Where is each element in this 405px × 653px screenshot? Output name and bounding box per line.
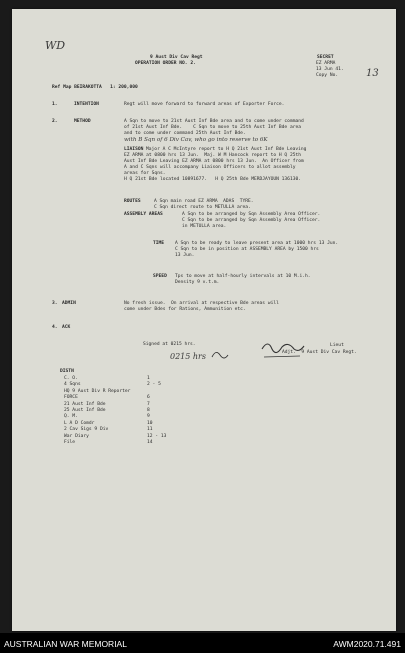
time-line: A Sqn to be ready to leave present area at 1000 hrs 13 Jun.	[175, 241, 339, 246]
method-line: A Sqn to move to 21st Aust Inf Bde area and to come under command	[124, 119, 304, 124]
signature-rank: Lieut	[330, 343, 344, 348]
signed-time-handwritten: 0215 hrs	[170, 352, 206, 361]
liaison-line: A and C Sqns will accompany Liaison Officers to allot assembly	[124, 165, 296, 170]
para-2-number: 2.	[52, 119, 58, 124]
liaison-line: Major A C McIntyre report to H Q 21st Aust Inf Bde Leaving	[146, 147, 307, 152]
admin-line: come under Bdes for Rations, Ammunition etc.	[124, 307, 246, 312]
order-title: OPERATION ORDER NO. 2.	[135, 61, 196, 66]
para-4-number: 4.	[52, 325, 58, 330]
routes-line: A Sqn main road EZ ARMA ADAS TYRE.	[154, 199, 254, 204]
distribution-copy-number: 12 - 13	[147, 433, 167, 439]
footer-bar	[0, 633, 405, 653]
distribution-recipient: 2 Cav Sigs 9 Div	[64, 427, 109, 433]
liaison-line: areas for Sqns.	[124, 171, 166, 176]
footer-credit: AUSTRALIAN WAR MEMORIAL	[4, 639, 127, 649]
corner-handwritten-mark: WD	[45, 39, 66, 52]
assembly-line: C Sqn to be arranged by Sqn Assembly Area Officer.	[182, 218, 321, 223]
para-1-number: 1.	[52, 102, 58, 107]
intention-text: Regt will move forward to forward areas of Exporter Force.	[124, 102, 285, 107]
speed-line: Density 9 v.t.m.	[175, 280, 220, 285]
ref-map: Ref Map BEIRAKOTTA 1: 200,000	[52, 85, 138, 90]
distribution-recipient: FORCE	[64, 395, 78, 401]
liaison-heading: LIAISON	[124, 147, 144, 152]
routes-line: C Sqn direct route to METULLA area.	[154, 205, 251, 210]
distribution-copy-number: 11	[147, 427, 153, 433]
time-line: C Sqn to be in position at ASSEMBLY AREA by 1500 hrs	[175, 247, 319, 252]
distribution-recipient: HQ 9 Aust Div R Reporter	[64, 388, 131, 394]
distribution-recipient: 21 Aust Inf Bde	[64, 401, 106, 407]
speed-heading: SPEED	[153, 274, 167, 279]
liaison-line: H Q 21st Bde located 10891677. H Q 25th Bde MERDJAYOUN 136130.	[124, 177, 302, 182]
copy-number-handwritten: 13	[366, 68, 379, 79]
secret-label: SECRET	[317, 55, 334, 60]
liaison-line: Aust Inf Bde Leaving EZ ARMA at 0800 hrs 13 Jun. An Officer from	[124, 159, 304, 164]
assembly-line: in METULLA area.	[182, 224, 227, 229]
liaison-line: EZ ARMA at 0800 hrs 13 Jun. Maj. W M Hancock report to H Q 25th	[124, 153, 302, 158]
distribution-recipient: War Diary	[64, 433, 89, 439]
signature-unit: Adjt. 9 Aust Div Cav Regt.	[282, 350, 357, 355]
distribution-copy-number: 14	[147, 440, 153, 445]
distribution-copy-number: 10	[147, 420, 153, 426]
time-line: 13 Jun.	[175, 253, 195, 258]
distribution-recipient: 25 Aust Inf Bde	[64, 408, 106, 413]
distribution-copy-number: 9	[147, 414, 150, 420]
distribution-copy-number: 8	[147, 408, 150, 413]
assembly-heading: ASSEMBLY AREAS	[124, 212, 163, 217]
signature-scrawl	[12, 9, 396, 409]
signed-at: Signed at 0215 hrs.	[143, 342, 196, 347]
distribution-recipient: L A D Comdr	[64, 420, 95, 426]
method-line: and to come under command 25th Aust Inf Bde.	[124, 131, 246, 136]
copy-label: Copy No.	[316, 73, 339, 78]
document-page	[12, 9, 396, 631]
speed-line: Tps to move at half-hourly intervals at 10 M.i.h.	[175, 274, 311, 279]
distribution-copy-number: 1	[147, 376, 150, 381]
admin-heading: ADMIN	[62, 301, 76, 306]
para-3-number: 3.	[52, 301, 58, 306]
time-heading: TIME	[153, 241, 165, 246]
routes-heading: ROUTES	[124, 199, 141, 204]
distribution-heading: DISTN	[60, 369, 74, 374]
unit-name: 9 Aust Div Cav Regt	[150, 55, 203, 60]
distribution-copy-number: 7	[147, 401, 150, 407]
distribution-recipient: Q. M.	[64, 414, 78, 420]
place-label: EZ ARMA	[316, 61, 336, 66]
handwritten-insert: with B Sqn of 6 Div Cav, who go into reserve to 6K	[124, 137, 268, 143]
intention-heading: INTENTION	[74, 102, 99, 107]
distribution-copy-number: 2 - 5	[147, 382, 161, 388]
distribution-recipient: C. O.	[64, 376, 78, 381]
footer-accession: AWM2020.71.491	[333, 639, 401, 649]
admin-line: No fresh issue. On arrival at respective Bde areas will	[124, 301, 279, 306]
distribution-recipient: 4 Sqns	[64, 382, 81, 388]
assembly-line: A Sqn to be arranged by Sqn Assembly Area Officer.	[182, 212, 321, 217]
date-label: 13 Jun 41.	[316, 67, 344, 72]
method-heading: METHOD	[74, 119, 91, 124]
distribution-copy-number: 6	[147, 395, 150, 401]
distribution-recipient: File	[64, 440, 76, 445]
method-line: of 21st Aust Inf Bde. C Sqn to move to 25th Aust Inf Bde area	[124, 125, 302, 130]
ack-heading: ACK	[62, 325, 71, 330]
